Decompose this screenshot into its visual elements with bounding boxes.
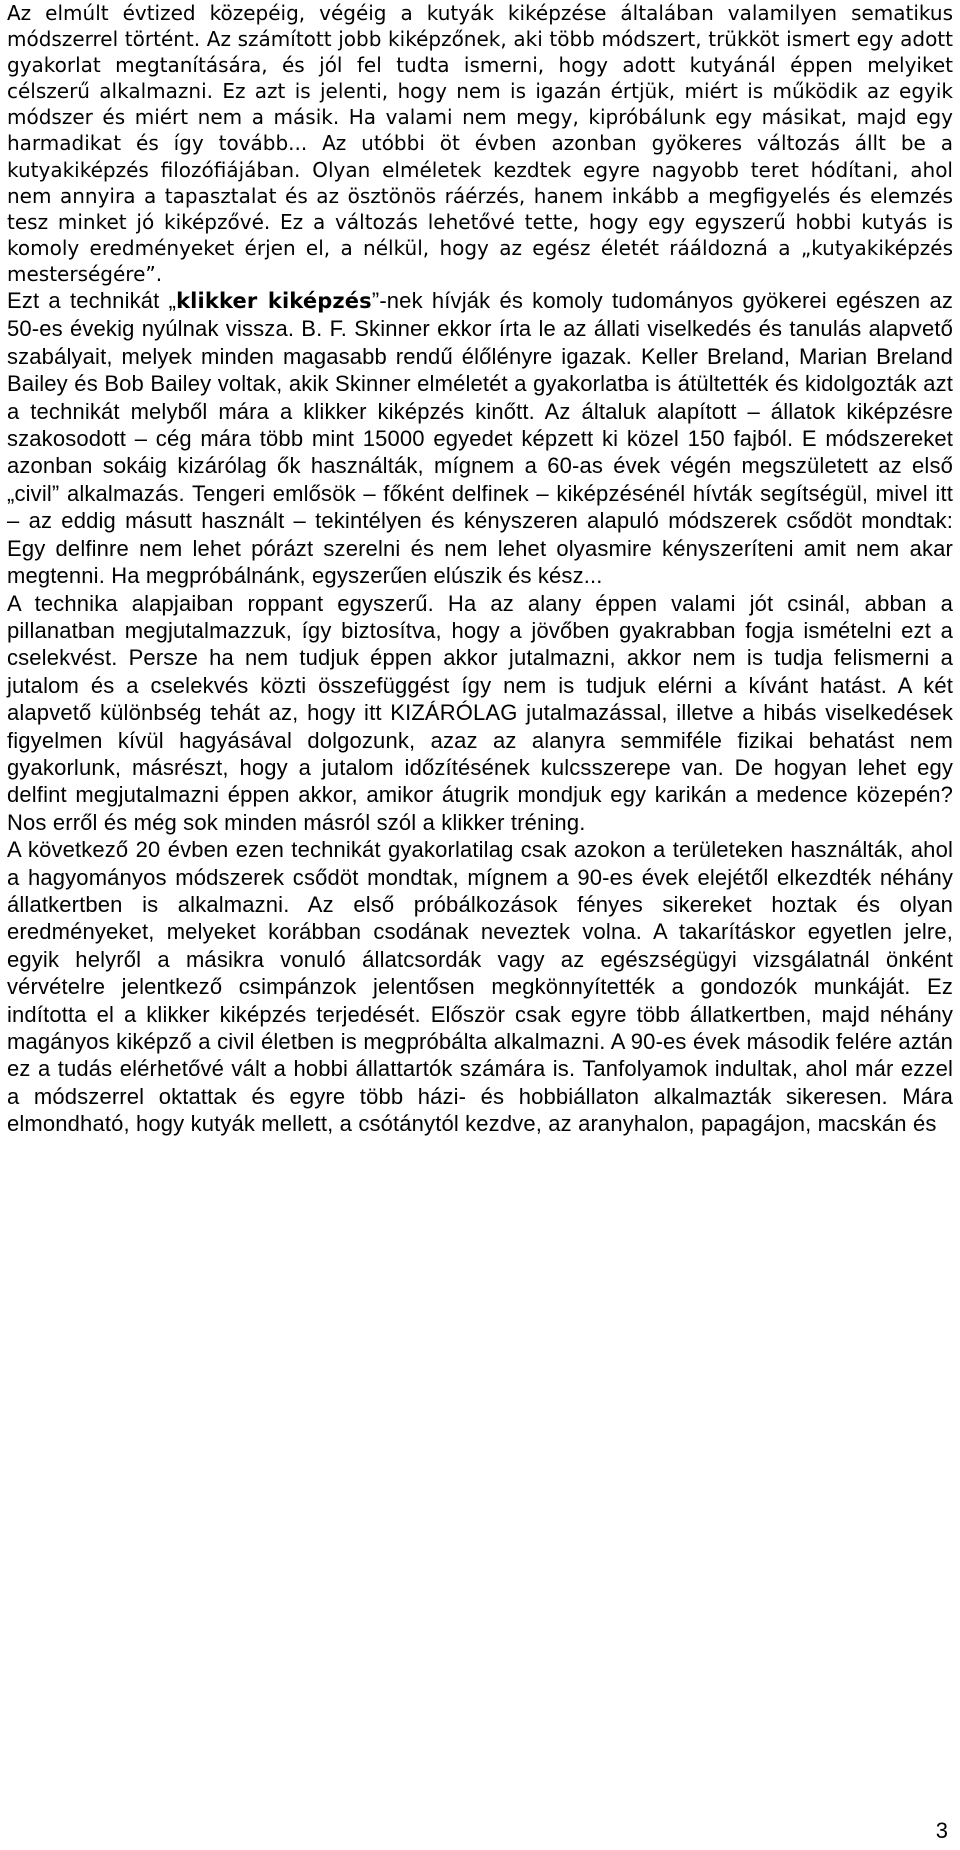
paragraph-spread-text: A következő 20 évben ezen technikát gyakorlatilag csak azokon a területeken használták, ahol a hagyományos módszerek csődöt mondtak, mígnem a 90-es évek elejétől elkezdték néhány állatkertben is alkalmazni. Az első próbálkozások fényes sikereket hoztak és olyan eredményeket, melyeket korábban csodának neveztek volna. A takarításkor egyetlen jelre, egyik helyről a másikra vonuló állatcsordák vagy az egészségügyi vizsgálatnál önként vérvételre jelentkező csimpánzok jelentősen megkönnyítették a gondozók munkáját. Ez indította el a klikker kiképzés terjedését. Először csak egyre több állatkertben, majd néhány magányos kiképző a civil életben is megpróbálta alkalmazni. A 90-es évek második felére aztán ez a tudás elérhetővé vált a hobbi állattartók számára is. Tanfolyamok indultak, ahol már ezzel a módszerrel oktattak és egyre több házi- és hobbiállaton alkalmazták sikeresen. Mára elmondható, hogy kutyák mellett, a csótánytól kezdve, az aranyhalon, papagájon, macskán és: [7, 837, 953, 1137]
paragraph-clicker-history-lead: Ezt a technikát „: [7, 288, 177, 314]
paragraph-intro: [7, 0, 953, 287]
keyword-clicker-training: klikker kiképzés: [176, 289, 372, 314]
paragraph-clicker-history-rest: ”-nek hívják és komoly tudományos gyökerei egészen az 50-es évekig nyúlnak vissza. B. F. Skinner ekkor írta le az állati viselkedés és tanulás alapvető szabályait, melyek minden magasabb rendű élőlényre igazak. Keller Breland, Marian Breland Bailey és Bob Bailey voltak, akik Skinner elméletét a gyakorlatba is átültették és kidolgozták azt a technikát melyből mára a klikker kiképzés kinőtt. Az általuk alapított – állatok kiképzésre szakosodott – cég mára több mint 15000 egyedet képzett ki közel 150 fajból. E módszereket azonban sokáig kizárólag ők használták, mígnem a 60-as évek végén megszületett az első „civil” alkalmazás. Tengeri emlősök – főként delfinek – kiképzésénél hívták segítségül, mivel itt – az eddig másutt használt – tekintélyen és kényszeren alapuló módszerek csődöt mondtak: Egy delfinre nem lehet pórázt szerelni és nem lehet olyasmire kényszeríteni amit nem akar megtenni. Ha megpróbálnánk, egyszerűen elúszik és kész...: [7, 288, 953, 589]
paragraph-technique-text: A technika alapjaiban roppant egyszerű. Ha az alany éppen valami jót csinál, abban a pillanatban megjutalmazzuk, így biztosítva, hogy a jövőben gyakrabban fogja ismételni ezt a cselekvést. Persze ha nem tudjuk éppen akkor jutalmazni, akkor nem is tudja felismerni a jutalom és a cselekvés közti összefüggést így nem is tudjuk elérni a kívánt hatást. A két alapvető különbség tehát az, hogy itt KIZÁRÓLAG jutalmazással, illetve a hibás viselkedések figyelmen kívül hagyásával dolgozunk, azaz az alanyra semmiféle fizikai behatást nem gyakorlunk, másrészt, hogy a jutalom időzítésének kulcsszerepe van. De hogyan lehet egy delfint megjutalmazni éppen akkor, amikor átugrik mondjuk egy karikán a medence közepén? Nos erről és még sok minden másról szól a klikker tréning.: [7, 590, 953, 835]
paragraph-clicker-history: [7, 287, 953, 589]
page-number: 3: [935, 1818, 948, 1843]
paragraph-intro-text: Az elmúlt évtized közepéig, végéig a kutyák kiképzése általában valamilyen sematikus módszerrel történt. Az számított jobb kiképzőnek, aki több módszert, trükköt ismert egy adott gyakorlat megtanítására, és jól fel tudta ismerni, hogy adott kutyánál éppen melyiket célszerű alkalmazni. Ez azt is jelenti, hogy nem is igazán értjük, miért is működik az egyik módszer és miért nem a másik. Ha valami nem megy, kipróbálunk egy másikat, majd egy harmadikat és így tovább... Az utóbbi öt évben azonban gyökeres változás állt be a kutyakiképzés filozófiájában. Olyan elméletek kezdtek egyre nagyobb teret hódítani, ahol nem annyira a tapasztalat és az ösztönös ráérzés, hanem inkább a megfigyelés és elemzés tesz minket jó kiképzővé. Ez a változás lehetővé tette, hogy egy egyszerű hobbi kutyás is komoly eredményeket érjen el, a nélkül, hogy az egész életét rááldozná a „kutyakiképzés mesterségére”.: [7, 1, 953, 286]
paragraph-spread: [7, 836, 953, 1137]
document-page: [7, 0, 953, 1138]
paragraph-technique: [7, 590, 953, 837]
